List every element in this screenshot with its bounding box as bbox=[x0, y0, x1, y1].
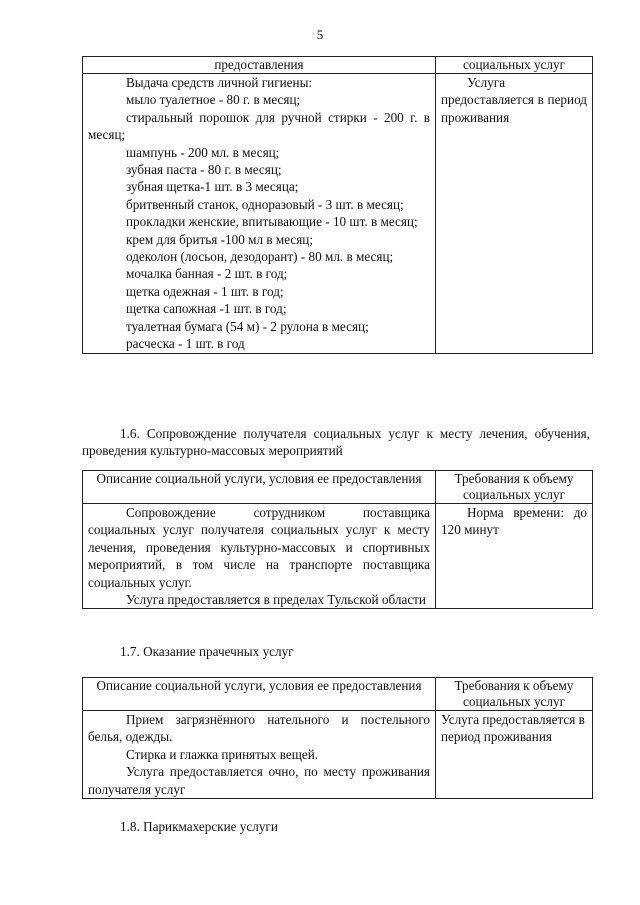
header-cell-requirements: Требования к объему социальных услуг bbox=[436, 678, 593, 711]
list-item: стиральный порошок для ручной стирки - 200 г. в месяц; bbox=[88, 109, 430, 143]
header-cell-requirements: социальных услуг bbox=[436, 57, 593, 74]
description-paragraph: Стирка и глажка принятых вещей. bbox=[126, 746, 319, 762]
header-cell-requirements: Требования к объему социальных услуг bbox=[436, 471, 593, 504]
table-row bbox=[83, 711, 593, 799]
list-item: щетка одежная - 1 шт. в год; bbox=[126, 283, 284, 299]
list-item: шампунь - 200 мл. в месяц; bbox=[126, 144, 280, 160]
list-item: мочалка банная - 2 шт. в год; bbox=[126, 266, 288, 282]
list-item: бритвенный станок, одноразовый - 3 шт. в месяц; bbox=[126, 196, 404, 212]
table-header-row bbox=[83, 57, 593, 74]
section-heading-text: 1.8. Парикмахерские услуги bbox=[120, 819, 278, 834]
description-paragraph: Прием загрязнённого нательного и постельного белья, одежды. bbox=[88, 712, 430, 745]
section-heading-1-6 bbox=[82, 425, 590, 460]
list-item: мыло туалетное - 80 г. в месяц; bbox=[126, 92, 301, 108]
table-row bbox=[83, 74, 593, 354]
description-cell bbox=[83, 711, 436, 799]
requirement-cell bbox=[436, 711, 593, 799]
description-cell bbox=[83, 504, 436, 609]
description-paragraph: Сопровождение сотрудником поставщика социальных услуг получателя социальных услуг к месту лечения, проведения культурно-массовых и спортивных мероприятий, в том числе на транспорте поставщика социальных услуг. bbox=[88, 505, 430, 590]
description-paragraph: Услуга предоставляется очно, по месту проживания получателя услуг bbox=[88, 764, 430, 797]
page-number: 5 bbox=[316, 27, 324, 42]
header-cell-description: предоставления bbox=[83, 57, 436, 74]
header-cell-description: Описание социальной услуги, условия ее предоставления bbox=[83, 471, 436, 504]
header-cell-description: Описание социальной услуги, условия ее предоставления bbox=[83, 678, 436, 711]
list-item: Выдача средств личной гигиены: bbox=[126, 75, 313, 90]
description-paragraph: Услуга предоставляется в пределах Тульской области bbox=[126, 592, 426, 608]
section-heading-1-7 bbox=[82, 643, 590, 660]
section-heading-text: 1.7. Оказание прачечных услуг bbox=[120, 644, 294, 659]
table-header-row bbox=[83, 471, 593, 504]
section-heading-1-8 bbox=[82, 818, 590, 835]
list-item: зубная щетка-1 шт. в 3 месяца; bbox=[126, 179, 299, 195]
table-row bbox=[83, 504, 593, 609]
laundry-table bbox=[82, 677, 593, 799]
list-item: щетка сапожная -1 шт. в год; bbox=[126, 301, 287, 317]
section-heading-text: 1.6. Сопровождение получателя социальных услуг к месту лечения, обучения, проведения культурно-массовых мероприятий bbox=[82, 426, 590, 459]
description-cell bbox=[83, 74, 436, 354]
list-item: расческа - 1 шт. в год bbox=[126, 336, 245, 352]
requirement-cell bbox=[436, 74, 593, 354]
requirement-text: Норма времени: до 120 минут bbox=[441, 505, 587, 538]
list-item: туалетная бумага (54 м) - 2 рулона в месяц; bbox=[126, 318, 369, 334]
escort-table bbox=[82, 470, 593, 609]
table-header-row bbox=[83, 678, 593, 711]
list-item: зубная паста - 80 г. в месяц; bbox=[126, 162, 282, 178]
list-item: крем для бритья -100 мл в месяц; bbox=[126, 231, 314, 247]
requirement-text: Услуга предоставляется в период проживания bbox=[441, 75, 587, 125]
requirement-cell bbox=[436, 504, 593, 609]
hygiene-table bbox=[82, 56, 593, 354]
requirement-text: Услуга предоставляется в период проживания bbox=[441, 712, 585, 745]
list-item: прокладки женские, впитывающие - 10 шт. в месяц; bbox=[126, 214, 418, 230]
list-item: одеколон (лосьон, дезодорант) - 80 мл. в месяц; bbox=[126, 249, 394, 265]
